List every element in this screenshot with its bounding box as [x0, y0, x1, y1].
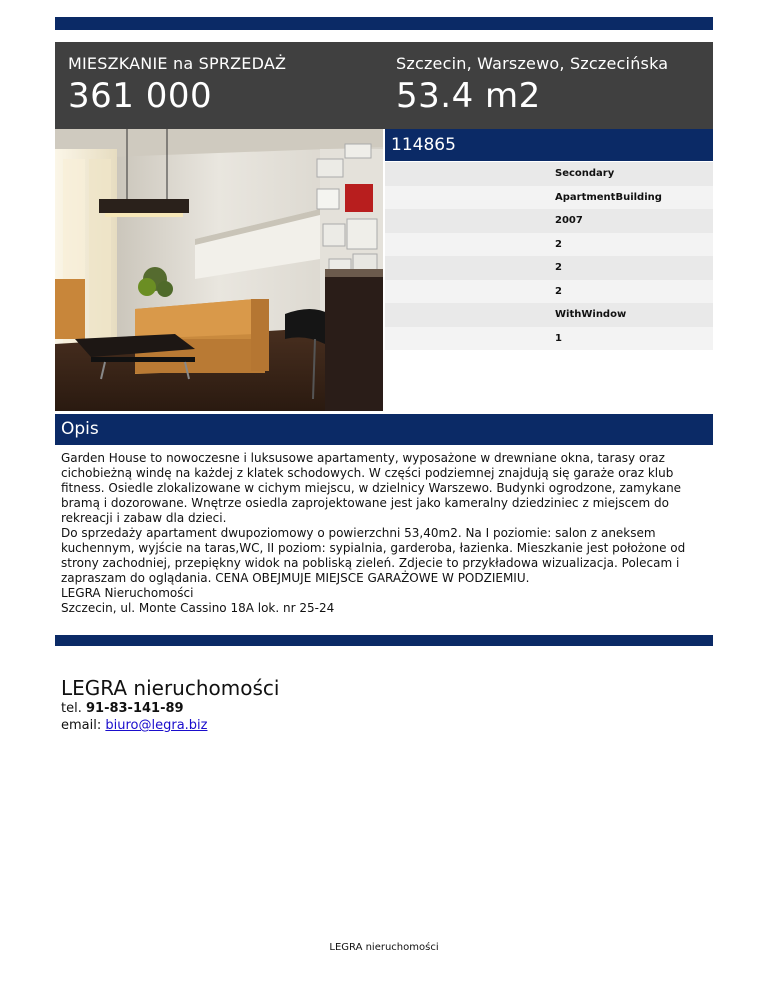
attribute-row: 1 [385, 327, 713, 351]
location: Szczecin, Warszewo, Szczecińska [396, 54, 669, 73]
attribute-row: Secondary [385, 162, 713, 186]
listing-header [55, 42, 713, 129]
header-right [396, 54, 668, 116]
phone-label: tel. [61, 701, 82, 716]
header-left [68, 54, 286, 116]
description-paragraph: Do sprzedaży apartament dwupoziomowy o powierzchni 53,40m2. Na I poziomie: salon z aneksem kuchennym, wyjście na taras,WC, II poziom: sypialnia, garderoba, łazienka. Mieszkanie jest położone od strony zachodniej, przepiękny widok na pobliską zieleń. Zdjecie to przykładowa wizualizacja. Polecam i zapraszam do oglądania. CENA OBEJMUJE MIEJSCE GARAŻOWE W PODZIEMIU. [61, 526, 686, 585]
email-line [61, 717, 279, 734]
attribute-row: 2 [385, 256, 713, 280]
attribute-row: 2 [385, 233, 713, 257]
section-divider-bar [55, 635, 713, 646]
page-footer: LEGRA nieruchomości [329, 942, 439, 953]
description-paragraph: Garden House to nowoczesne i luksusowe apartamenty, wyposażone w drewniane okna, tarasy oraz cichobieżną windę na każdej z klatek schodowych. W części podziemnej znajdują się garaże oraz klub fitness. Osiedle zlokalizowane w cichym miejscu, w dzielnicy Warszewo. Budynki ogrodzone, zamykane bramą i dozorowane. Wnętrze osiedla zaprojektowane jest jako kameralny dziedziniec z miejscem do rekreacji i zabaw dla dzieci. [61, 451, 682, 525]
email-link[interactable]: biuro@legra.biz [105, 718, 208, 733]
area: 53.4 m2 [396, 76, 541, 116]
description-body [61, 451, 711, 616]
attribute-row: ApartmentBuilding [385, 186, 713, 210]
attribute-row: 2007 [385, 209, 713, 233]
price: 361 000 [68, 76, 213, 116]
top-decor-bar [55, 17, 713, 30]
property-type: MIESZKANIE na SPRZEDAŻ [68, 54, 287, 73]
agency-name: LEGRA Nieruchomości [61, 586, 194, 600]
email-label: email: [61, 718, 102, 733]
phone-line [61, 700, 279, 717]
attribute-row: 2 [385, 280, 713, 304]
contact-block [61, 676, 279, 734]
interior-photo-illustration [55, 129, 383, 411]
description-heading: Opis [55, 414, 713, 445]
listing-id: 114865 [385, 129, 713, 161]
property-photo [55, 129, 383, 411]
company-name: LEGRA nieruchomości [61, 676, 280, 700]
agency-address: Szczecin, ul. Monte Cassino 18A lok. nr 25-24 [61, 601, 335, 615]
attributes-table [385, 162, 713, 350]
attribute-row: WithWindow [385, 303, 713, 327]
phone-number: 91-83-141-89 [85, 701, 184, 716]
